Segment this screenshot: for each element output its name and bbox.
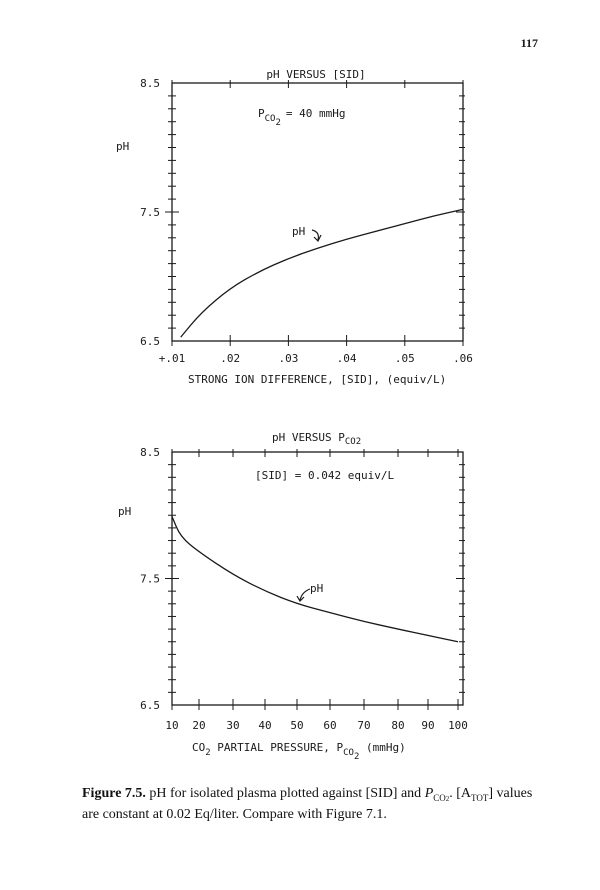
chart2-label-arrow [297, 589, 310, 601]
chart2-ylabel: pH [118, 505, 132, 518]
chart1-annotation-p: P [258, 107, 265, 120]
chart2-annotation: [SID] = 0.042 equiv/L [255, 469, 395, 482]
chart1-x-tick-label: .05 [394, 352, 415, 365]
caption-text-a: pH for isolated plasma plotted against [SID] and [145, 786, 425, 801]
chart2-title [272, 431, 361, 447]
chart1-x-tick-label: .04 [336, 352, 357, 365]
caption-label: Figure 7.5. [82, 786, 146, 801]
chart2-xlabel-sub1: 2 [205, 748, 211, 758]
chart1-annotation-sub: CO [264, 114, 276, 124]
chart2-x-tick-label: 60 [323, 719, 337, 732]
chart2-series-label: pH [310, 582, 324, 595]
chart2-x-tick-label: 20 [192, 719, 206, 732]
chart1-x-tick-label: .02 [220, 352, 241, 365]
chart1-x-tick-label: +.01 [158, 352, 186, 365]
chart1-ylabel: pH [116, 140, 130, 153]
chart2-y-tick-label: 8.5 [140, 446, 160, 459]
chart2-xlabel-rest: (mmHg) [359, 741, 406, 754]
chart2-x-tick-label: 80 [391, 719, 405, 732]
chart2-xlabel-sub2: CO [343, 748, 354, 758]
page-number: 117 [520, 36, 538, 50]
chart2-title-text: pH VERSUS P [272, 431, 345, 444]
chart2-xlabel-text: CO [192, 741, 206, 754]
chart1-y-tick-label: 6.5 [140, 335, 160, 348]
chart2-y-tick-label: 6.5 [140, 699, 160, 712]
chart2-y-tick-label: 7.5 [140, 572, 160, 586]
chart2-x-tick-label: 100 [448, 719, 468, 732]
chart1-y-tick-label: 7.5 [140, 206, 160, 219]
chart2-x-tick-label: 70 [357, 719, 371, 732]
chart2-x-tick-label: 30 [226, 719, 240, 732]
caption-atot-sub: TOT [471, 792, 489, 803]
caption-text-c: ] values are constant at 0.02 Eq/liter. Compare with Figure 7.1. [82, 786, 533, 822]
chart2-xlabel [192, 741, 406, 762]
chart2-plot-frame [172, 452, 463, 705]
chart1-x-tick-label: .03 [278, 352, 299, 365]
caption-pco2-subsub: 2 [445, 794, 450, 803]
chart1-annotation-rest: = 40 mmHg [285, 107, 346, 120]
chart2-xlabel-subsub: 2 [353, 752, 360, 762]
caption-text-b: . [A [449, 786, 472, 801]
chart1-series-label: pH [292, 225, 306, 238]
chart1-y-tick-label: 8.5 [140, 77, 160, 90]
chart2-x-tick-label: 10 [165, 719, 179, 732]
chart2-x-tick-label: 40 [258, 719, 272, 732]
chart1-title: pH VERSUS [SID] [266, 68, 366, 81]
figure-caption [82, 786, 552, 823]
chart1-annotation-subsub: 2 [275, 118, 281, 128]
caption-pco2-sub: CO [433, 792, 446, 803]
chart2-x-tick-label: 90 [421, 719, 435, 732]
chart2-x-tick-label: 50 [290, 719, 304, 732]
chart2-title-sub: CO2 [344, 437, 362, 447]
chart1-x-tick-label: .06 [453, 352, 473, 365]
chart2-xlabel-mid: PARTIAL PRESSURE, P [210, 741, 344, 754]
chart1-xlabel: STRONG ION DIFFERENCE, [SID], (equiv/L) [188, 373, 447, 386]
chart2-series-line [172, 517, 458, 642]
caption-pco2-p: P [424, 786, 434, 801]
